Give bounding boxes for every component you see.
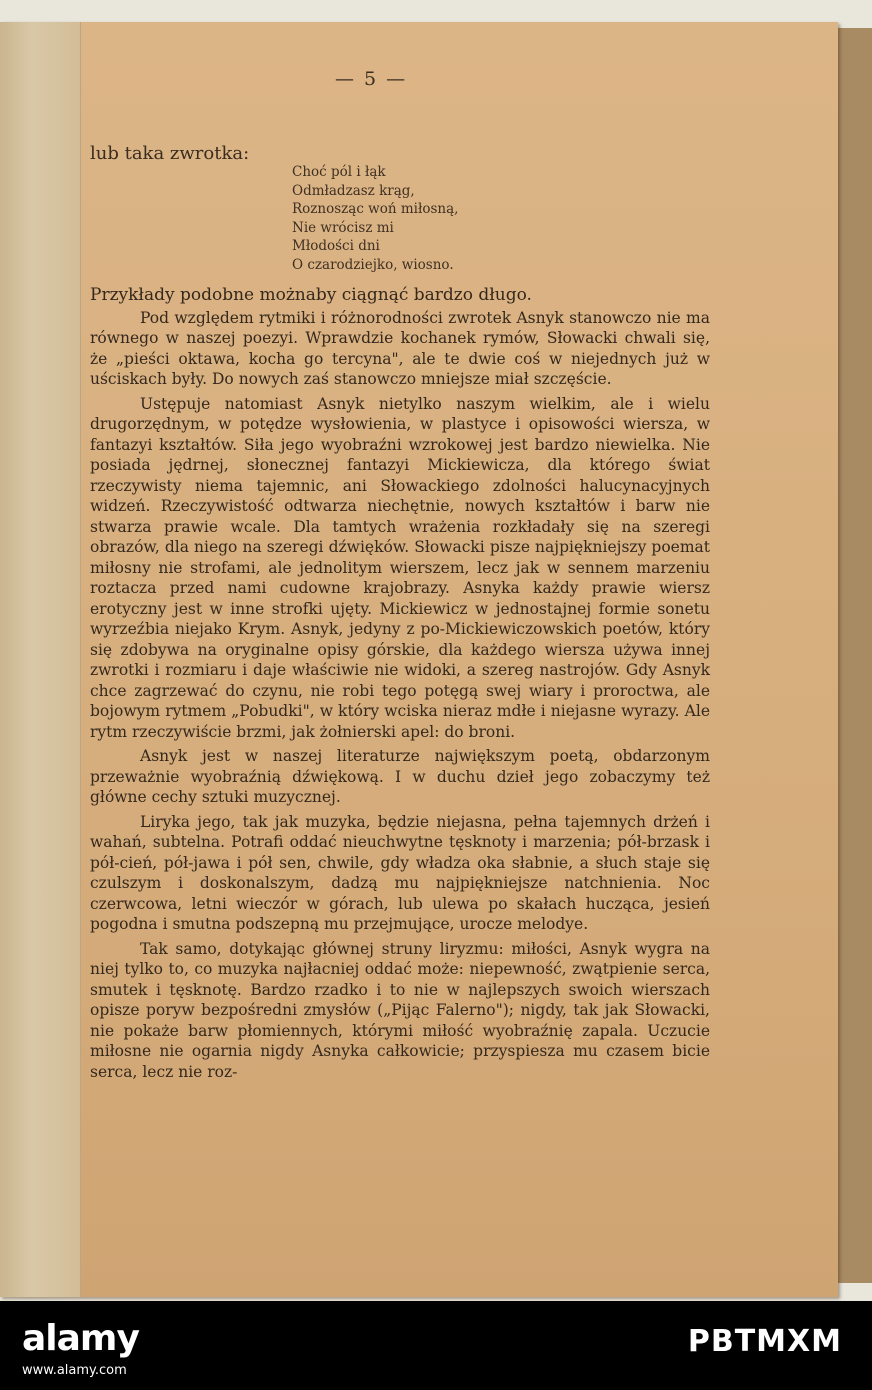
paragraph: Asnyk jest w naszej literaturze największym poetą, obdarzonym przeważnie wyobraźnią dźwiękową. I w duchu dzieł jego zobaczymy też główne cechy sztuki muzycznej. <box>90 747 710 806</box>
poem-line: Nie wrócisz mi <box>292 219 394 236</box>
watermark-url: www.alamy.com <box>22 1363 127 1378</box>
poem-line: Odmładzasz krąg, <box>292 182 415 199</box>
binding-strip <box>0 22 81 1297</box>
intro-line: lub taka zwrotka: <box>90 143 250 164</box>
poem-line: O czarodziejko, wiosno. <box>292 256 454 273</box>
body-text <box>90 285 710 1086</box>
poem-stanza <box>292 163 458 274</box>
paragraph: Pod względem rytmiki i różnorodności zwrotek Asnyk stanowczo nie ma równego w naszej poezyi. Wprawdzie kochanek rymów, Słowacki chwali się, że „pieści oktawa, kocha go tercyna", ale te dwie coś w niejednych już w uściskach były. Do nowych zaś stanowczo mniejsze miał szczęście. <box>90 308 710 388</box>
poem-line: Roznosząc woń miłosną, <box>292 201 459 217</box>
paragraph: Liryka jego, tak jak muzyka, będzie niejasna, pełna tajemnych drżeń i wahań, subtelna. Potrafi oddać nieuchwytne tęsknoty i marzenia; pół-brzask i pół-cień, pół-jawa i pół sen, chwile, gdy władza oka słabnie, a słuch staje się czulszym i doskonalszym, dadzą mu najpiękniejsze natchnienia. Noc czerwcowa, letni wieczór w górach, lub ulewa po skałach hucząca, jesień pogodna i smutna podszepną mu przejmujące, urocze melodye. <box>90 812 710 933</box>
paragraph: Ustępuje natomiast Asnyk nietylko naszym wielkim, ale i wielu drugorzędnym, w potędze wysłowienia, w plastyce i opisowości wiersza, w fantazyi kształtów. Siła jego wyobraźni wzrokowej jest bardzo niewielka. Nie posiada jędrnej, słonecznej fantazyi Mickiewicza, dla którego świat rzeczywisty niema tajemnic, ani Słowackiego zdolności halucynacyjnych widzeń. Rzeczywistość odtwarza niechętnie, nowych kształtów i barw nie stwarza prawie wcale. Dla tamtych wrażenia rozkładały się na szeregi obrazów, dla niego na szeregi dźwięków. Słowacki pisze najpiękniejszy poemat miłosny nie strofami, ale jednolitym wierszem, lecz jak w sennem marzeniu roztacza przed nami cudowne krajobrazy. Asnyka każdy prawie wiersz erotyczny jest w inne strofki ujęty. Mickiewicz w jednostajnej formie sonetu wyrzeźbia niejako Krym. Asnyk, jedyny z po-Mickiewiczowskich poetów, który się zdobywa na oryginalne opisy górskie, dla każdego wiersza używa innej zwrotki i rozmiaru i daje właściwie nie widoki, a szereg nastrojów. Gdy Asnyk chce zagrzewać do czynu, nie robi tego potęgą swej wiary i proroctwa, ale bojowym rytmem „Pobudki", w który wciska nieraz mdłe i niejasne wyrazy. Ale rytm rzeczywiście brzmi, jak żołnierski apel: do broni. <box>90 394 710 741</box>
image-id: PBTMXM <box>687 1324 842 1359</box>
alamy-logo: alamy <box>22 1318 139 1359</box>
paragraph: Tak samo, dotykając głównej struny liryzmu: miłości, Asnyk wygra na niej tylko to, co muzyka najłacniej oddać może: niepewność, zwątpienie serca, smutek i tęsknotę. Bardzo rzadko i to nie w najlepszych swoich wierszach opisze poryw bezpośredni zmysłów („Pijąc Falerno"); nigdy, tak jak Słowacki, nie pokaże barw płomiennych, którymi miłość wyobraźnię zapala. Uczucie miłosne nie ogarnia nigdy Asnyka całkowicie; przyspiesza mu czasem bicie serca, lecz nie roz- <box>90 939 710 1081</box>
poem-line: Młodości dni <box>292 238 380 254</box>
poem-line: Choć pól i łąk <box>292 164 386 180</box>
paragraph: Przykłady podobne możnaby ciągnąć bardzo długo. <box>90 285 532 305</box>
page-number: — 5 — <box>335 68 408 90</box>
